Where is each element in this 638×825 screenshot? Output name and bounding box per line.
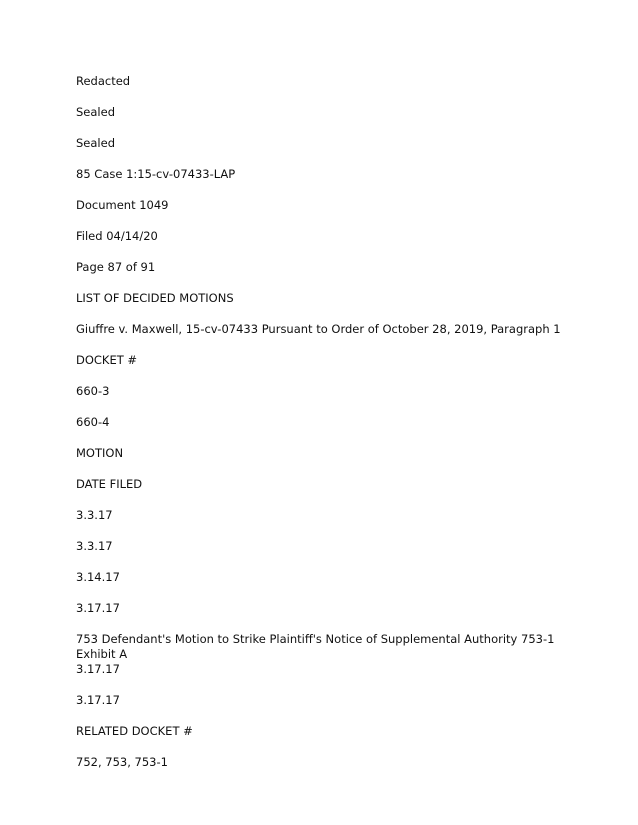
date-entry-2: 3.3.17: [76, 539, 113, 553]
docket-entry-2: 660-4: [76, 415, 110, 429]
document-number-line: Document 1049: [76, 198, 169, 212]
date-entry-4: 3.17.17: [76, 601, 120, 615]
motion-header: MOTION: [76, 446, 124, 460]
case-caption-line: Giuffre v. Maxwell, 15-cv-07433 Pursuant to Order of October 28, 2019, Paragraph 1: [76, 322, 561, 336]
docket-entry-1: 660-3: [76, 384, 110, 398]
page-number-line: Page 87 of 91: [76, 260, 156, 274]
redacted-label: Redacted: [76, 74, 131, 88]
motion-date-line: 3.17.17: [76, 662, 120, 676]
document-title: LIST OF DECIDED MOTIONS: [76, 291, 234, 305]
motion-description-line: 753 Defendant's Motion to Strike Plaintiff's Notice of Supplemental Authority 753-1 Exhibit A: [76, 632, 555, 661]
date-entry-3: 3.14.17: [76, 570, 120, 584]
related-docket-header: RELATED DOCKET #: [76, 724, 193, 738]
filed-date-line: Filed 04/14/20: [76, 229, 158, 243]
document-body: [76, 74, 576, 770]
docket-header: DOCKET #: [76, 353, 138, 367]
related-docket-entry: 752, 753, 753-1: [76, 755, 168, 769]
sealed-label-1: Sealed: [76, 105, 115, 119]
date-filed-header: DATE FILED: [76, 477, 143, 491]
case-number-line: 85 Case 1:15-cv-07433-LAP: [76, 167, 236, 181]
sealed-label-2: Sealed: [76, 136, 115, 150]
date-entry-5: 3.17.17: [76, 693, 120, 707]
date-entry-1: 3.3.17: [76, 508, 113, 522]
